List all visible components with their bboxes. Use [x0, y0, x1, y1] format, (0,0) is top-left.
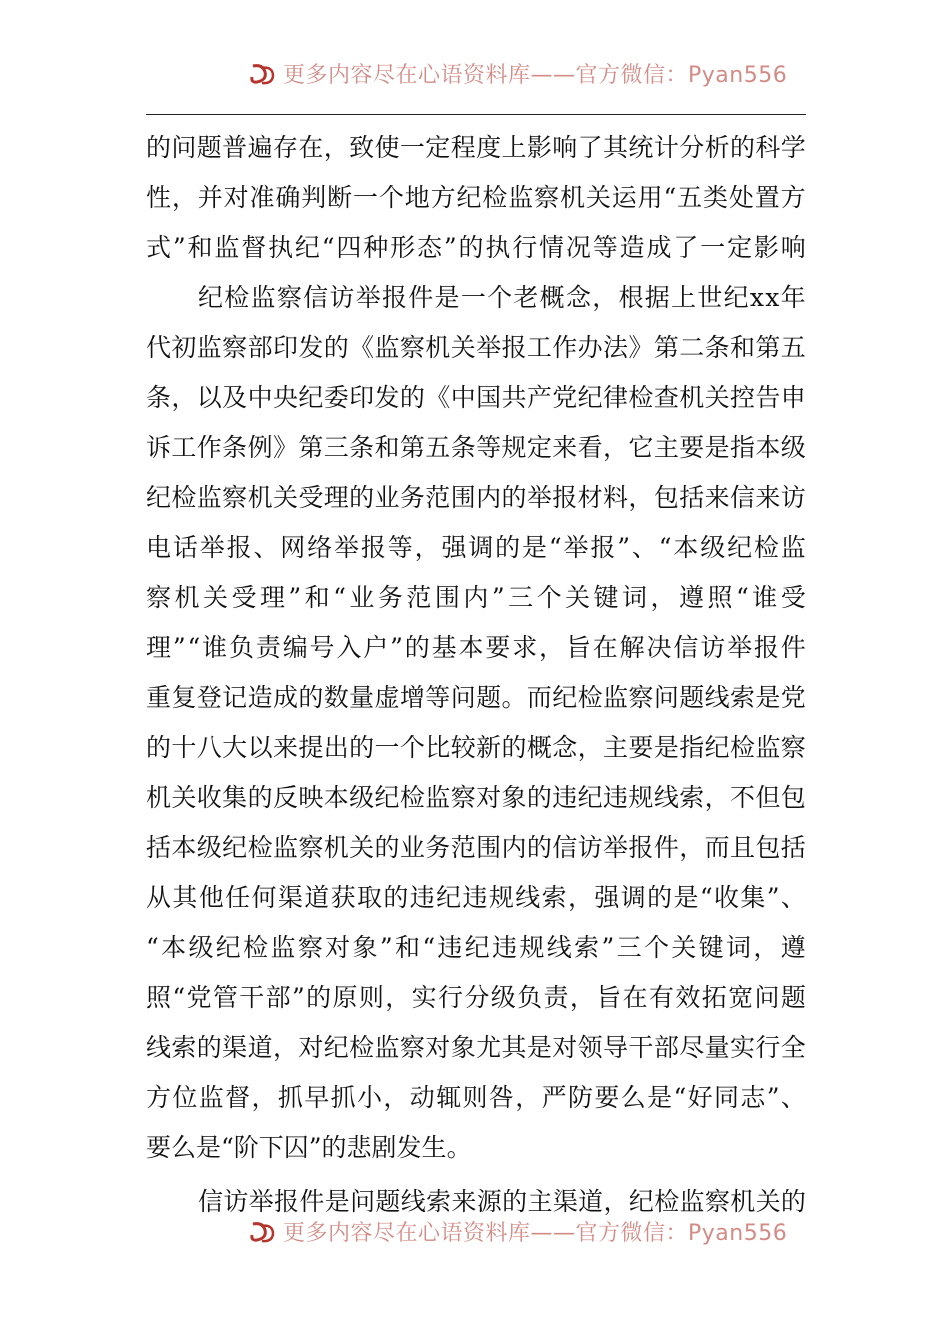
text-line: 重 复 登 记 造 成 的 数 量 虚 增 等 问 题 。 而 纪 检 监 察 问 题 线 索 是 党: [146, 683, 806, 712]
header-divider: [146, 114, 806, 115]
paragraph: [146, 123, 806, 273]
text-line: 电 话 举 报 、 网 络 举 报 等 ， 强 调 的 是 “ 举 报 ” 、 “ 本 级 纪 检 监: [146, 533, 806, 562]
document-body: [146, 123, 806, 1227]
text-line: 式 ” 和 监 督 执 纪 “ 四 种 形 态 ” 的 执 行 情 况 等 造 成 了 一 定 影 响: [146, 233, 806, 262]
watermark-footer: [0, 1208, 950, 1248]
text-line: 察 机 关 受 理 ” 和 “ 业 务 范 围 内 ” 三 个 关 键 词 ， 遵 照 “ 谁 受: [146, 583, 806, 612]
logo-icon: [249, 62, 277, 86]
text-line: 诉 工 作 条 例 》 第 三 条 和 第 五 条 等 规 定 来 看 ， 它 主 要 是 指 本 级: [146, 433, 806, 462]
watermark-text: 更多内容尽在心语资料库——官方微信：Pyan556: [283, 63, 788, 88]
text-line: 线 索 的 渠 道 ， 对 纪 检 监 察 对 象 尤 其 是 对 领 导 干 部 尽 量 实 行 全: [146, 1033, 806, 1062]
text-line: “ 本 级 纪 检 监 察 对 象 ” 和 “ 违 纪 违 规 线 索 ” 三 个 关 键 词 ， 遵: [146, 933, 806, 962]
text-line: 理 ” “ 谁 负 责 编 号 入 户 ” 的 基 本 要 求 ， 旨 在 解 决 信 访 举 报 件: [146, 633, 806, 662]
text-line: 从 其 他 任 何 渠 道 获 取 的 违 纪 违 规 线 索 ， 强 调 的 是 “ 收 集 ” 、: [146, 883, 806, 912]
text-line: 代 初 监 察 部 印 发 的 《 监 察 机 关 举 报 工 作 办 法 》 第 二 条 和 第 五: [146, 333, 806, 362]
text-line: 信 访 举 报 件 是 问 题 线 索 来 源 的 主 渠 道 ， 纪 检 监 察 机 关 的: [198, 1187, 806, 1216]
watermark-header: [0, 50, 950, 90]
text-line: 括 本 级 纪 检 监 察 机 关 的 业 务 范 围 内 的 信 访 举 报 件 ， 而 且 包 括: [146, 833, 806, 862]
logo-icon: [249, 1220, 277, 1244]
text-line: 要么是“阶下囚”的悲剧发生。: [146, 1133, 472, 1162]
watermark-text: 更多内容尽在心语资料库——官方微信：Pyan556: [283, 1221, 788, 1246]
text-line: 的 问 题 普 遍 存 在 ， 致 使 一 定 程 度 上 影 响 了 其 统 计 分 析 的 科 学: [146, 133, 806, 162]
text-line: 机 关 收 集 的 反 映 本 级 纪 检 监 察 对 象 的 违 纪 违 规 线 索 ， 不 但 包: [146, 783, 806, 812]
paragraph: [146, 273, 806, 1173]
text-line: 条 ， 以 及 中 央 纪 委 印 发 的 《 中 国 共 产 党 纪 律 检 查 机 关 控 告 申: [146, 383, 806, 412]
text-line: 纪 检 监 察 机 关 受 理 的 业 务 范 围 内 的 举 报 材 料 ， 包 括 来 信 来 访: [146, 483, 806, 512]
text-line: 照 “ 党 管 干 部 ” 的 原 则 ， 实 行 分 级 负 责 ， 旨 在 有 效 拓 宽 问 题: [146, 983, 806, 1012]
text-line: 的 十 八 大 以 来 提 出 的 一 个 比 较 新 的 概 念 ， 主 要 是 指 纪 检 监 察: [146, 733, 806, 762]
text-line: 纪 检 监 察 信 访 举 报 件 是 一 个 老 概 念 ， 根 据 上 世 纪 x x 年: [198, 283, 806, 312]
text-line: 性 ， 并 对 准 确 判 断 一 个 地 方 纪 检 监 察 机 关 运 用 “ 五 类 处 置 方: [146, 183, 806, 212]
text-line: 方 位 监 督 ， 抓 早 抓 小 ， 动 辄 则 咎 ， 严 防 要 么 是 “ 好 同 志 ” 、: [146, 1083, 806, 1112]
